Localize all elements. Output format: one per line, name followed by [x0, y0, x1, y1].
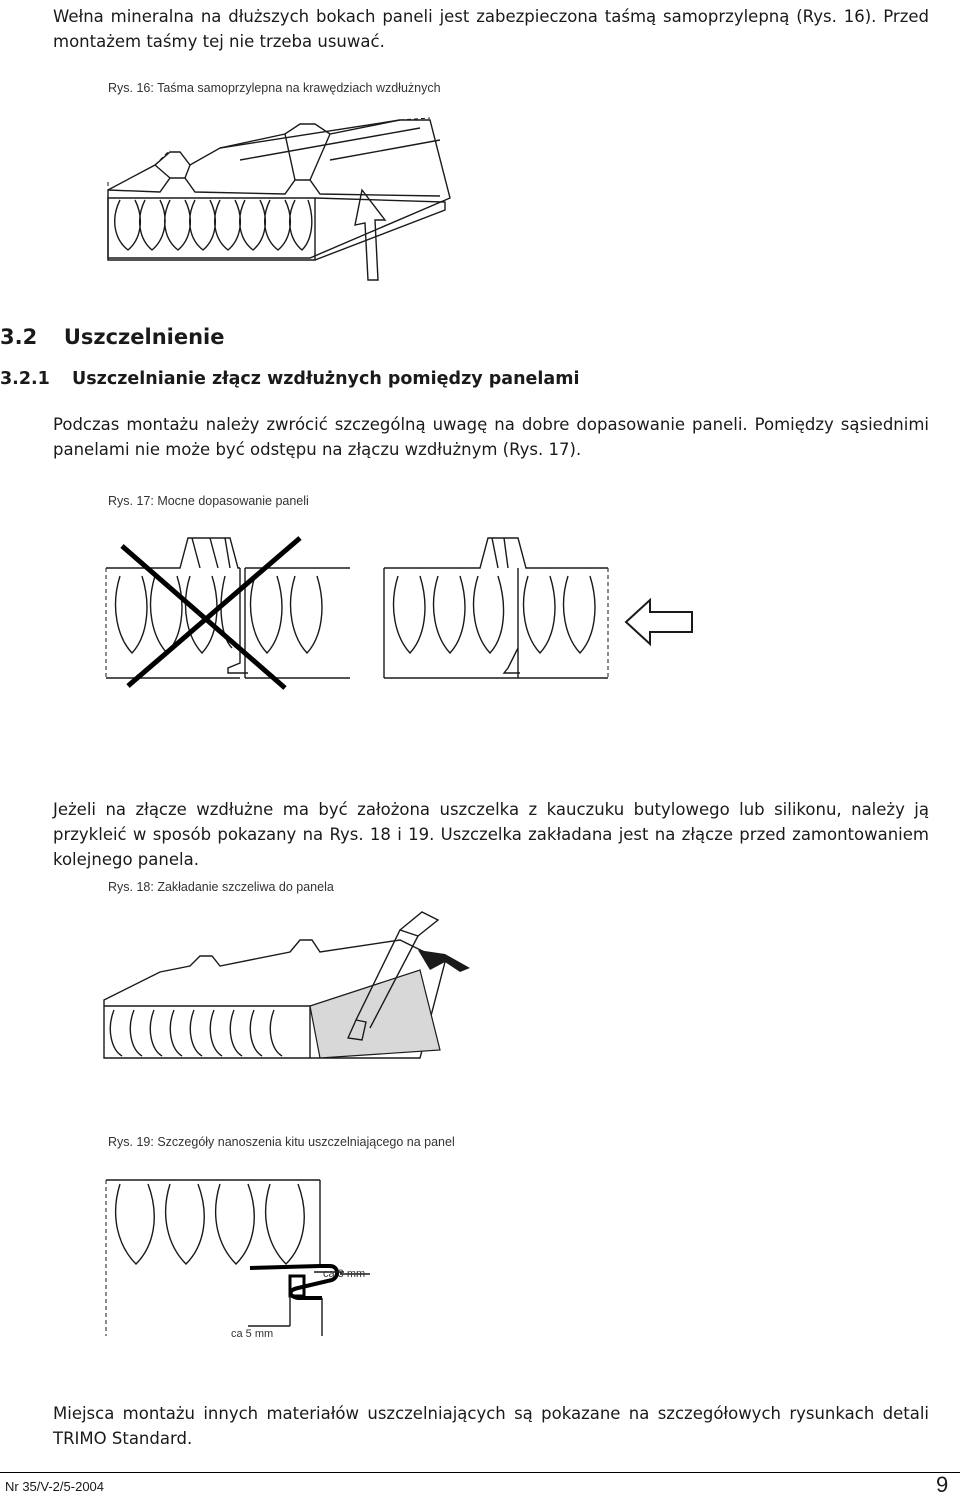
paragraph-sealant: Jeżeli na złącze wzdłużne ma być założona uszczelka z kauczuku butylowego lub silikonu, należy ją przykleić w sposób pokazany na Rys. 18 i 19. Uszczelka zakładana jest na złącze przed zamontowaniem kolejnego panela. [53, 800, 929, 869]
page-number: 9 [936, 1472, 949, 1497]
figure-16-panel-illustration [100, 120, 460, 290]
figure-19-caption: Rys. 19: Szczegóły nanoszenia kitu uszczelniającego na panel [108, 1135, 455, 1149]
figure-19-joint-detail [100, 1176, 400, 1346]
gap-5mm-label: ca 5 mm [231, 1328, 274, 1340]
figure-17-correct-fit [380, 528, 620, 693]
paragraph-fit: Podczas montażu należy zwrócić szczególną uwagę na dobre dopasowanie paneli. Pomiędzy sąsiednimi panelami nie może być odstępu na złączu wzdłużnym (Rys. 17). [53, 415, 929, 459]
figure-17-wrong-fit [100, 528, 360, 693]
left-arrow-icon [624, 598, 694, 646]
intro-paragraph: Wełna mineralna na dłuższych bokach paneli jest zabezpieczona taśmą samoprzylepną (Rys. 16). Przed montażem taśmy tej nie trzeba usuwać. [53, 7, 929, 51]
gap-3mm-label: ca 3 mm [323, 1268, 366, 1280]
paragraph-other-materials: Miejsca montażu innych materiałów uszczelniających są pokazane na szczegółowych rysunkach detali TRIMO Standard. [53, 1404, 929, 1448]
subsection-title: Uszczelnianie złącz wzdłużnych pomiędzy panelami [72, 369, 580, 389]
figure-17-caption: Rys. 17: Mocne dopasowanie paneli [108, 494, 309, 508]
section-number: 3.2 [0, 325, 38, 349]
figure-18-caption: Rys. 18: Zakładanie szczeliwa do panela [108, 880, 334, 894]
footer-rule [0, 1472, 960, 1473]
subsection-heading [0, 369, 579, 389]
section-title: Uszczelnienie [63, 325, 225, 349]
section-heading [0, 325, 225, 349]
figure-16-caption: Rys. 16: Taśma samoprzylepna na krawędziach wzdłużnych [108, 81, 441, 95]
subsection-number: 3.2.1 [0, 369, 50, 389]
footer-doc-id: Nr 35/V-2/5-2004 [5, 1479, 105, 1494]
figure-18-sealant-gun-illustration [100, 910, 480, 1070]
